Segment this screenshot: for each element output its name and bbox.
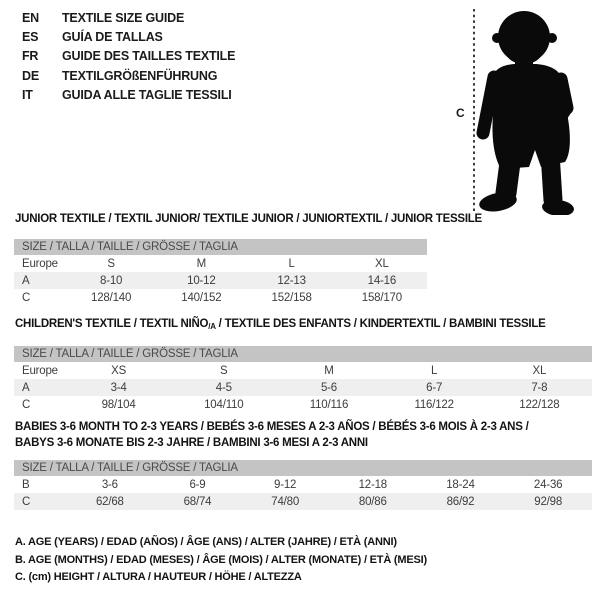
size-header-bar: SIZE / TALLA / TAILLE / GRÖSSE / TAGLIA [14, 460, 592, 476]
children-title-subscript: /A [208, 322, 216, 331]
table-cell: 152/158 [271, 291, 312, 304]
table-cell: 8-10 [66, 272, 156, 289]
table-cell: S [107, 257, 115, 270]
row-label: A [14, 379, 66, 396]
babies-title-line2: BABYS 3-6 MONATE BIS 2-3 JAHRE / BAMBINI 3-6 MESI A 2-3 ANNI [15, 436, 368, 449]
babies-title-line1: BABIES 3-6 MONTH TO 2-3 YEARS / BEBÉS 3-6 MESES A 2-3 AÑOS / BÉBÉS 3-6 MOIS À 2-3 ANS / [15, 421, 529, 433]
row-label: B [22, 478, 30, 491]
language-row-de [22, 67, 235, 86]
table-cell: 12-13 [247, 272, 337, 289]
table-cell: 24-36 [533, 478, 563, 491]
language-code: FR [22, 49, 39, 64]
children-size-table [14, 346, 592, 413]
table-cell: 14-16 [337, 272, 427, 289]
table-cell: M [196, 257, 207, 270]
language-code: DE [22, 68, 39, 83]
junior-table-title: JUNIOR TEXTILE / TEXTIL JUNIOR/ TEXTILE JUNIOR / JUNIORTEXTIL / JUNIOR TESSILE [15, 213, 482, 225]
table-cell: XL [532, 364, 547, 377]
table-cell: 18-24 [446, 478, 475, 491]
language-code: IT [22, 87, 33, 102]
children-title-suffix: / TEXTILE DES ENFANTS / KINDERTEXTIL / BAMBINI TESSILE [215, 318, 546, 330]
language-row-en [22, 9, 235, 28]
table-cell: 98/104 [101, 398, 136, 411]
language-title: GUIDA ALLE TAGLIE TESSILI [62, 87, 232, 102]
language-list [22, 9, 235, 105]
size-header-bar: SIZE / TALLA / TAILLE / GRÖSSE / TAGLIA [14, 346, 592, 362]
footnote-age-years: A. AGE (YEARS) / EDAD (AÑOS) / ÂGE (ANS) / ALTER (JAHRE) / ETÀ (ANNI) [15, 536, 397, 548]
table-cell: 7-8 [487, 379, 592, 396]
babies-table-title [15, 420, 590, 451]
footnote-age-months: B. AGE (MONTHS) / EDAD (MESES) / ÂGE (MOIS) / ALTER (MONATE) / ETÀ (MESI) [15, 553, 427, 566]
table-cell: 80/86 [329, 493, 417, 510]
language-row-fr [22, 47, 235, 66]
table-cell: 110/116 [309, 398, 349, 411]
table-cell: XL [375, 257, 389, 270]
table-row-months [14, 476, 592, 493]
table-cell: 5-6 [276, 379, 381, 396]
table-cell: 140/152 [181, 291, 222, 304]
language-title: GUÍA DE TALLAS [62, 30, 163, 45]
language-row-it [22, 86, 235, 105]
footnote-height-cm: C. (cm) HEIGHT / ALTURA / HAUTEUR / HÖHE / ALTEZZA [15, 571, 302, 584]
table-cell: 68/74 [154, 493, 242, 510]
height-measure-label: C [456, 106, 465, 120]
language-code: EN [22, 11, 39, 25]
table-cell: 128/140 [91, 291, 132, 304]
row-label: Europe [22, 364, 58, 377]
table-cell: 86/92 [417, 493, 505, 510]
table-cell: 92/98 [504, 493, 592, 510]
size-header-row [14, 346, 592, 362]
table-row-europe [14, 362, 592, 379]
size-header-row [14, 460, 592, 476]
table-row-height [14, 396, 592, 413]
children-table-title [15, 317, 546, 335]
junior-size-table [14, 239, 427, 306]
table-cell: 10-12 [156, 272, 246, 289]
table-row-age [14, 272, 427, 289]
row-label: C [22, 398, 31, 411]
table-row-europe [14, 255, 427, 272]
children-title-prefix: CHILDREN'S TEXTILE / TEXTIL NIÑO [15, 318, 209, 330]
table-cell: 104/110 [204, 398, 244, 411]
row-label: C [22, 291, 31, 304]
table-cell: 122/128 [519, 398, 560, 411]
table-cell: 116/122 [414, 398, 454, 411]
language-title: GUIDE DES TAILLES TEXTILE [62, 49, 236, 64]
row-label: C [14, 493, 66, 510]
table-cell: 6-7 [382, 379, 487, 396]
language-title: TEXTILE SIZE GUIDE [62, 11, 185, 25]
table-cell: 62/68 [66, 493, 154, 510]
size-header-bar: SIZE / TALLA / TAILLE / GRÖSSE / TAGLIA [14, 239, 427, 255]
row-label: A [14, 272, 66, 289]
table-cell: 158/170 [361, 291, 402, 304]
table-row-height [14, 289, 427, 306]
table-cell: M [324, 364, 334, 377]
table-row-height [14, 493, 592, 510]
table-cell: 6-9 [189, 478, 206, 491]
table-cell: 9-12 [274, 478, 297, 491]
table-cell: 3-6 [101, 478, 118, 491]
table-cell: L [288, 257, 295, 270]
size-header-row [14, 239, 427, 255]
row-label: Europe [22, 257, 58, 270]
babies-size-table [14, 460, 592, 510]
toddler-silhouette-icon [468, 3, 598, 215]
toddler-figure [450, 3, 600, 217]
table-cell: L [431, 364, 438, 377]
language-row-es [22, 28, 235, 47]
language-title: TEXTILGRÖßENFÜHRUNG [62, 68, 218, 83]
table-cell: S [220, 364, 228, 377]
table-row-age [14, 379, 592, 396]
table-cell: 3-4 [66, 379, 171, 396]
table-cell: XS [111, 364, 127, 377]
table-cell: 74/80 [241, 493, 329, 510]
table-cell: 4-5 [171, 379, 276, 396]
toddler-silhouette-shape [478, 11, 575, 215]
table-cell: 12-18 [358, 478, 387, 491]
legend-footnotes [15, 534, 427, 587]
language-code: ES [22, 30, 39, 45]
